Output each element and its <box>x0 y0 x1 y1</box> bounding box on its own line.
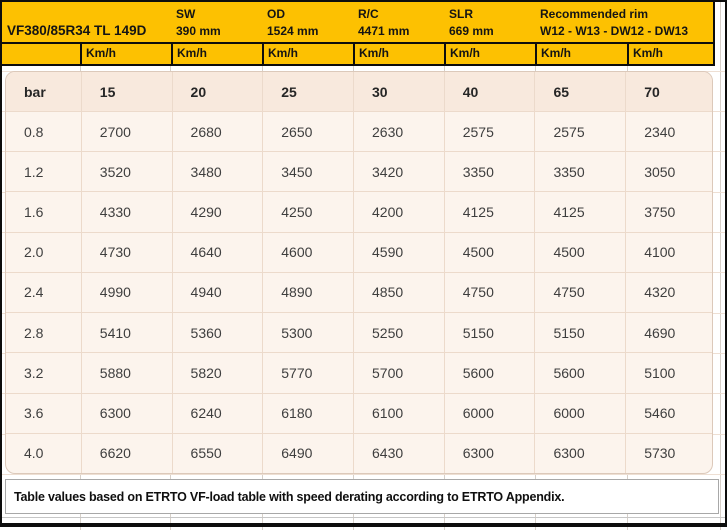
table-row <box>6 112 712 152</box>
load-value-cell: 4850 <box>353 273 444 312</box>
load-value-cell: 5700 <box>353 353 444 392</box>
page-border-left <box>0 0 2 527</box>
load-value-cell: 2650 <box>262 112 353 151</box>
spec-slr-value: 669 mm <box>449 24 494 38</box>
speed-header-cell: 65 <box>534 72 625 111</box>
spec-slr-label: SLR <box>449 7 473 21</box>
page-border-top <box>0 0 727 2</box>
load-value-cell: 4330 <box>81 192 172 231</box>
load-value-cell: 4500 <box>534 233 625 272</box>
kmh-unit-cell: Km/h <box>171 44 262 64</box>
load-value-cell: 4125 <box>534 192 625 231</box>
pressure-cell: 2.0 <box>24 244 44 261</box>
load-value-cell: 5150 <box>444 313 535 352</box>
load-value-cell: 6000 <box>444 394 535 433</box>
page-border-bottom <box>0 523 727 527</box>
load-value-cell: 3750 <box>625 192 712 231</box>
load-value-cell: 6620 <box>81 434 172 473</box>
spec-rim-label: Recommended rim <box>540 7 649 21</box>
kmh-unit-cell: Km/h <box>262 44 353 64</box>
load-value-cell: 4750 <box>444 273 535 312</box>
speed-header-cell: 70 <box>625 72 712 111</box>
load-value-cell: 5600 <box>534 353 625 392</box>
load-value-cell: 4200 <box>353 192 444 231</box>
gridline-horizontal <box>2 474 725 475</box>
spec-sw <box>171 2 262 42</box>
pressure-cell: 3.2 <box>24 364 44 381</box>
load-value-cell: 5820 <box>172 353 263 392</box>
load-value-cell: 6300 <box>444 434 535 473</box>
spec-od <box>262 2 353 42</box>
load-value-cell: 4100 <box>625 233 712 272</box>
load-value-cell: 5770 <box>262 353 353 392</box>
load-value-cell: 4320 <box>625 273 712 312</box>
spec-slr <box>444 2 535 42</box>
load-value-cell: 5150 <box>534 313 625 352</box>
load-value-cell: 4750 <box>534 273 625 312</box>
load-value-cell: 5300 <box>262 313 353 352</box>
table-row <box>6 152 712 192</box>
gridline-horizontal <box>2 517 725 518</box>
pressure-cell: 3.6 <box>24 405 44 422</box>
kmh-empty-cell <box>2 44 80 64</box>
load-value-cell: 5600 <box>444 353 535 392</box>
spec-rim <box>535 2 713 42</box>
load-value-cell: 2630 <box>353 112 444 151</box>
load-value-cell: 5460 <box>625 394 712 433</box>
spec-rc-label: R/C <box>358 7 379 21</box>
load-value-cell: 2575 <box>444 112 535 151</box>
load-value-cell: 3350 <box>444 152 535 191</box>
load-value-cell: 6300 <box>534 434 625 473</box>
load-value-cell: 3050 <box>625 152 712 191</box>
table-row <box>6 233 712 273</box>
spec-rc-value: 4471 mm <box>358 24 410 38</box>
load-value-cell: 3520 <box>81 152 172 191</box>
kmh-unit-cell: Km/h <box>353 44 444 64</box>
pressure-cell: 2.8 <box>24 324 44 341</box>
load-value-cell: 5100 <box>625 353 712 392</box>
load-value-cell: 6430 <box>353 434 444 473</box>
table-row <box>6 434 712 473</box>
load-value-cell: 4290 <box>172 192 263 231</box>
load-value-cell: 5250 <box>353 313 444 352</box>
load-value-cell: 4940 <box>172 273 263 312</box>
load-value-cell: 2340 <box>625 112 712 151</box>
table-row <box>6 394 712 434</box>
load-value-cell: 6550 <box>172 434 263 473</box>
load-value-cell: 4730 <box>81 233 172 272</box>
load-value-cell: 4125 <box>444 192 535 231</box>
pressure-cell: 1.6 <box>24 204 44 221</box>
spec-sw-value: 390 mm <box>176 24 221 38</box>
kmh-row <box>2 44 713 64</box>
load-value-cell: 5360 <box>172 313 263 352</box>
load-value-cell: 6490 <box>262 434 353 473</box>
spec-band <box>2 2 713 42</box>
load-value-cell: 3350 <box>534 152 625 191</box>
load-value-cell: 6000 <box>534 394 625 433</box>
speed-header-cell: 40 <box>444 72 535 111</box>
spec-rim-value: W12 - W13 - DW12 - DW13 <box>540 24 689 38</box>
table-row <box>6 192 712 232</box>
load-value-cell: 4890 <box>262 273 353 312</box>
load-value-cell: 5410 <box>81 313 172 352</box>
spec-sw-label: SW <box>176 7 196 21</box>
table-row <box>6 273 712 313</box>
load-value-cell: 6240 <box>172 394 263 433</box>
kmh-unit-cell: Km/h <box>627 44 713 64</box>
pressure-cell: 1.2 <box>24 163 44 180</box>
speed-header-cell: 15 <box>81 72 172 111</box>
table-row <box>6 353 712 393</box>
load-value-cell: 4690 <box>625 313 712 352</box>
load-value-cell: 4600 <box>262 233 353 272</box>
spec-od-label: OD <box>267 7 285 21</box>
spec-od-value: 1524 mm <box>267 24 319 38</box>
speed-header-cell: 20 <box>172 72 263 111</box>
pressure-cell: 0.8 <box>24 123 44 140</box>
load-value-cell: 5880 <box>81 353 172 392</box>
load-value-cell: 4640 <box>172 233 263 272</box>
kmh-unit-cell: Km/h <box>80 44 171 64</box>
pressure-cell: 2.4 <box>24 284 44 301</box>
load-value-cell: 6180 <box>262 394 353 433</box>
spec-header <box>2 2 715 66</box>
load-value-cell: 4990 <box>81 273 172 312</box>
pressure-cell: 4.0 <box>24 445 44 462</box>
table-row <box>6 313 712 353</box>
table-header-row <box>6 72 712 112</box>
load-value-cell: 3450 <box>262 152 353 191</box>
load-table <box>5 71 713 474</box>
kmh-unit-cell: Km/h <box>535 44 627 64</box>
load-value-cell: 2680 <box>172 112 263 151</box>
spec-rc <box>353 2 444 42</box>
load-value-cell: 4500 <box>444 233 535 272</box>
gridline-vertical <box>720 2 721 530</box>
load-value-cell: 5730 <box>625 434 712 473</box>
tyre-size-title: VF380/85R34 TL 149D <box>7 23 147 38</box>
load-value-cell: 4250 <box>262 192 353 231</box>
speed-header-cell: 30 <box>353 72 444 111</box>
load-value-cell: 2575 <box>534 112 625 151</box>
load-value-cell: 6100 <box>353 394 444 433</box>
footnote: Table values based on ETRTO VF-load table with speed derating according to ETRTO Appendix. <box>5 479 719 514</box>
pressure-unit-header: bar <box>24 83 46 100</box>
load-value-cell: 2700 <box>81 112 172 151</box>
load-value-cell: 3420 <box>353 152 444 191</box>
load-value-cell: 6300 <box>81 394 172 433</box>
load-value-cell: 4590 <box>353 233 444 272</box>
load-value-cell: 3480 <box>172 152 263 191</box>
speed-header-cell: 25 <box>262 72 353 111</box>
kmh-unit-cell: Km/h <box>444 44 535 64</box>
